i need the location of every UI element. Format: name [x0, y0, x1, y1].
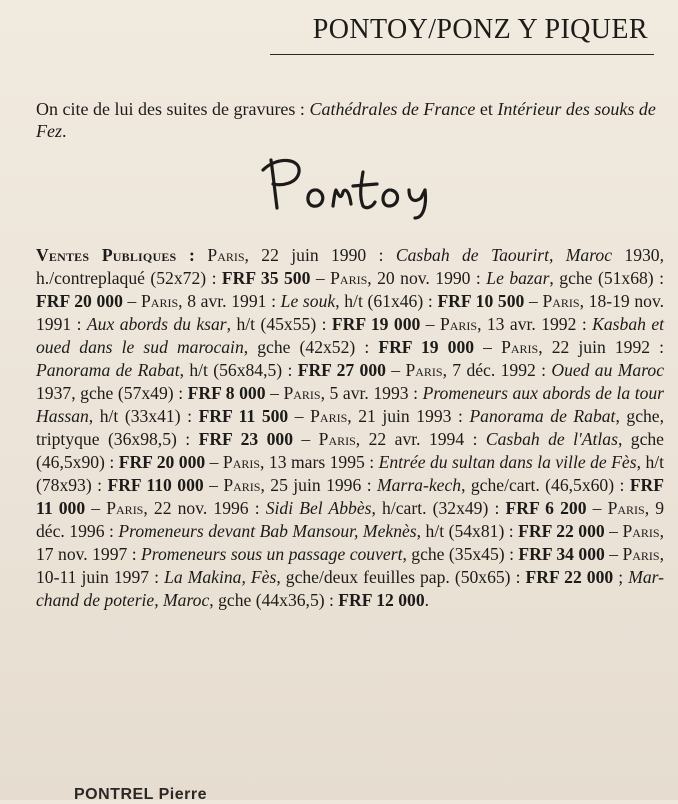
sale-city: Paris — [141, 291, 179, 311]
page-header-title: PONTOY/PONZ Y PIQUER — [312, 14, 648, 45]
sale-detail: , h/t (33x41) : — [88, 406, 199, 426]
header-rule — [270, 54, 654, 55]
artwork-title: Aux abords du ksar — [86, 314, 227, 334]
intro-work-1: Cathédrales de France — [309, 99, 476, 119]
sale-detail: , gche (42x52) : — [243, 337, 379, 357]
public-sales-paragraph — [36, 244, 664, 612]
sale-detail: , gche (44x36,5) : — [209, 590, 339, 610]
sale-price: FRF 34 000 — [518, 544, 605, 564]
sale-detail: , h/t (54x81) : — [416, 521, 519, 541]
sale-detail: , gche (46,5x90) : — [36, 429, 664, 472]
sale-detail: , h/t (56x84,5) : — [179, 360, 298, 380]
sale-detail: – — [205, 452, 223, 472]
sale-price: FRF 10 500 — [437, 291, 525, 311]
artwork-title: La Makina, Fès — [164, 567, 277, 587]
sale-detail: – — [288, 406, 311, 426]
sale-detail: , gche, triptyque (36x98,5) : — [36, 406, 665, 449]
sale-city: Paris — [542, 291, 580, 311]
sale-city: Paris — [622, 521, 660, 541]
sale-detail: . — [424, 590, 430, 610]
sale-detail: , 5 avr. 1993 : — [320, 383, 423, 403]
sale-price: FRF 19 000 — [331, 314, 421, 334]
intro-paragraph — [36, 98, 656, 142]
sale-price: FRF 22 000 — [525, 567, 614, 587]
sale-city: Paris — [607, 498, 645, 518]
artist-signature — [255, 150, 445, 220]
sale-city: Paris — [439, 314, 478, 334]
sale-detail: , 17 nov. 1997 : — [36, 521, 664, 564]
public-sales-label: Ventes Publiques : — [36, 245, 196, 265]
sale-price: FRF 20 000 — [36, 291, 123, 311]
intro-text-middle: et — [475, 99, 498, 119]
sale-detail: – — [604, 544, 623, 564]
artwork-title: Entrée du sultan dans la ville de Fès — [378, 452, 637, 472]
next-entry-heading: PONTREL Pierre — [74, 786, 207, 803]
sale-price: FRF 23 000 — [198, 429, 293, 449]
intro-text-before: On cite de lui des suites de gravures : — [36, 99, 310, 119]
sale-detail: , gche/deux feuilles pap. (50x65) : — [276, 567, 526, 587]
sale-detail: – — [293, 429, 319, 449]
sale-city: Paris — [283, 383, 321, 403]
sale-city: Paris — [223, 475, 261, 495]
artwork-title: Oued au Maroc — [551, 360, 664, 380]
sale-city: Paris — [318, 429, 356, 449]
sale-detail: , 18-19 nov. 1991 : — [36, 291, 665, 334]
sale-detail: , h/t (61x46) : — [335, 291, 438, 311]
sale-price: FRF 6 200 — [505, 498, 587, 518]
sale-city: Paris — [222, 452, 261, 472]
sale-detail: , gche (35x45) : — [402, 544, 519, 564]
sale-city: Paris — [330, 268, 368, 288]
artwork-title: Casbah de Taourirt, Maroc — [395, 245, 613, 265]
sale-city: Paris — [310, 406, 348, 426]
sale-detail: – — [474, 337, 502, 357]
intro-work-2: Intérieur des souks de Fez — [36, 99, 656, 141]
sale-detail: , 13 avr. 1992 : — [477, 314, 593, 334]
sale-price: FRF 8 000 — [187, 383, 266, 403]
sale-detail: , 13 mars 1995 : — [260, 452, 379, 472]
sale-city: Paris — [501, 337, 539, 357]
sale-detail: , 20 nov. 1990 : — [367, 268, 487, 288]
sale-detail: , h/t (45x55) : — [226, 314, 332, 334]
intro-text-end: . — [62, 121, 67, 141]
sale-detail: – — [310, 268, 331, 288]
sale-detail: – — [122, 291, 142, 311]
sale-price: FRF 12 000 — [338, 590, 425, 610]
sale-detail: – — [586, 498, 608, 518]
artwork-title: Marra-kech — [377, 475, 462, 495]
sale-detail: – — [265, 383, 284, 403]
sale-detail: – — [524, 291, 543, 311]
artwork-title: Le bazar — [486, 268, 550, 288]
sale-detail: , 22 juin 1992 : — [538, 337, 665, 357]
artwork-title: Promeneurs devant Bab Mansour, Meknès — [118, 521, 417, 541]
sale-detail: , h/t (78x93) : — [36, 452, 665, 495]
artwork-title: Promeneurs sous un passage couvert — [141, 544, 403, 564]
artwork-title: Mar-chand de poterie, Maroc — [36, 567, 665, 610]
sale-city: Paris — [207, 245, 245, 265]
sale-detail: ; — [613, 567, 629, 587]
sale-detail: , h/cart. (32x49) : — [371, 498, 506, 518]
sale-detail: – — [604, 521, 623, 541]
sale-detail: , gche/cart. (46,5x60) : — [461, 475, 630, 495]
sale-detail: , 8 avr. 1991 : — [178, 291, 281, 311]
sale-detail: , 22 nov. 1996 : — [143, 498, 266, 518]
artwork-title: Kasbah et oued dans le sud marocain — [36, 314, 665, 357]
sale-detail: , 22 juin 1990 : — [244, 245, 396, 265]
sale-price: FRF 11 000 — [36, 475, 665, 518]
sale-city: Paris — [405, 360, 443, 380]
artwork-title: Panorama de Rabat — [469, 406, 616, 426]
sale-detail: – — [420, 314, 440, 334]
sale-detail: , 9 déc. 1996 : — [36, 498, 665, 541]
sale-price: FRF 110 000 — [107, 475, 204, 495]
sale-price: FRF 11 500 — [198, 406, 289, 426]
sale-city: Paris — [622, 544, 660, 564]
sale-price: FRF 27 000 — [297, 360, 386, 380]
sale-detail: , gche (51x68) : — [549, 268, 665, 288]
sale-detail: – — [385, 360, 406, 380]
sale-detail: – — [85, 498, 107, 518]
sale-detail: 1937, gche (57x49) : — [36, 383, 188, 403]
artwork-title: Promeneurs aux abords de la tour Hassan — [36, 383, 665, 426]
sale-price: FRF 22 000 — [518, 521, 605, 541]
sale-price: FRF 19 000 — [378, 337, 475, 357]
sale-detail: , 10-11 juin 1997 : — [36, 544, 664, 587]
artwork-title: Panorama de Rabat — [36, 360, 180, 380]
sale-city: Paris — [106, 498, 144, 518]
sale-detail: , 22 avr. 1994 : — [355, 429, 486, 449]
artwork-title: Le souk — [280, 291, 336, 311]
sale-detail: – — [203, 475, 224, 495]
artwork-title: Casbah de l'Atlas — [485, 429, 618, 449]
artwork-title: Sidi Bel Abbès — [265, 498, 372, 518]
sale-detail: , 7 déc. 1992 : — [442, 360, 552, 380]
sale-detail: , 21 juin 1993 : — [347, 406, 470, 426]
sale-detail: , 25 juin 1996 : — [260, 475, 378, 495]
sale-price: FRF 35 500 — [221, 268, 311, 288]
sale-detail: 1930, h./contreplaqué (52x72) : — [36, 245, 664, 288]
sale-price: FRF 20 000 — [118, 452, 206, 472]
